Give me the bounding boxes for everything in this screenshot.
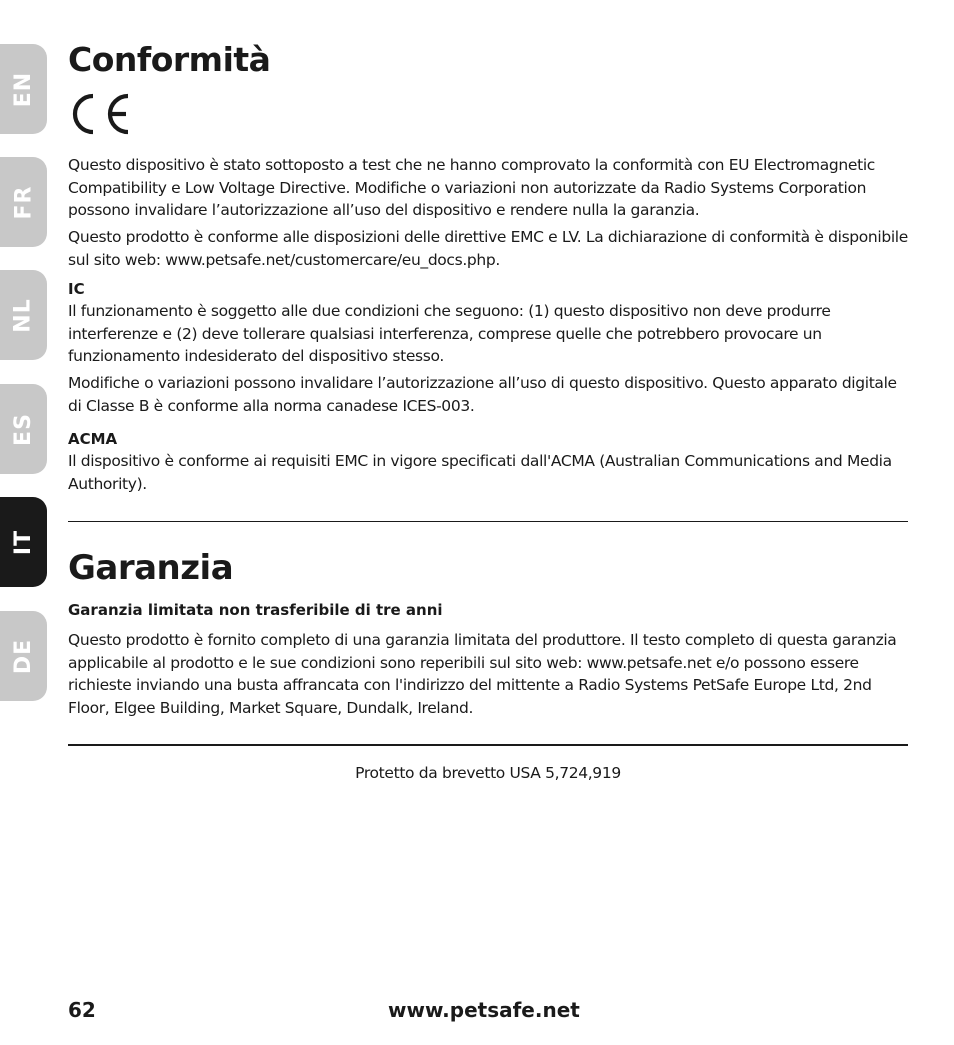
conformity-heading: Conformità	[68, 40, 271, 79]
language-tab-label: ES	[11, 412, 36, 446]
acma-heading: ACMA	[68, 430, 118, 448]
language-tab-en[interactable]	[0, 44, 47, 134]
language-tab-fr[interactable]	[0, 157, 47, 247]
ic-paragraph: Il funzionamento è soggetto alle due condizioni che seguono: (1) questo dispositivo non deve produrre interferenze e (2) deve tollerare qualsiasi interferenza, comprese quelle che potrebbero provocare un funzionamento indesiderato del dispositivo stesso.	[68, 302, 831, 366]
language-tab-label: NL	[11, 297, 36, 333]
ic-heading: IC	[68, 280, 85, 298]
footer-website-link[interactable]: www.petsafe.net	[388, 998, 580, 1022]
acma-paragraph: Il dispositivo è conforme ai requisiti EMC in vigore specificati dall'ACMA (Australian Communications and Media Authority).	[68, 452, 892, 493]
acma-section	[68, 428, 913, 495]
section-divider	[68, 744, 908, 746]
section-divider	[68, 521, 908, 522]
conformity-paragraph: Questo dispositivo è stato sottoposto a test che ne hanno comprovato la conformità con EU Electromagnetic Compatibility e Low Voltage Directive. Modifiche o variazioni non autorizzate da Radio Systems Corporation possono invalidare l’autorizzazione all’uso del dispositivo e rendere nulla la garanzia.	[68, 156, 875, 220]
ic-section	[68, 278, 913, 418]
warranty-subheading: Garanzia limitata non trasferibile di tre anni	[68, 601, 443, 619]
language-tab-nl[interactable]	[0, 270, 47, 360]
patent-note: Protetto da brevetto USA 5,724,919	[355, 764, 621, 782]
warranty-heading: Garanzia	[68, 548, 234, 588]
ic-paragraph: Modifiche o variazioni possono invalidare l’autorizzazione all’uso di questo dispositivo. Questo apparato digitale di Classe B è conforme alla norma canadese ICES-003.	[68, 374, 897, 415]
language-tab-es[interactable]	[0, 384, 47, 474]
language-tab-label: FR	[11, 185, 36, 219]
ce-mark-icon	[68, 92, 132, 136]
page-number: 62	[68, 998, 96, 1022]
language-tab-label: DE	[10, 638, 36, 674]
warranty-section	[68, 599, 913, 720]
language-tab-label: IT	[10, 529, 36, 555]
conformity-paragraph: Questo prodotto è conforme alle disposizioni delle direttive EMC e LV. La dichiarazione di conformità è disponibile sul sito web: www.petsafe.net/customercare/eu_docs.php.	[68, 228, 908, 269]
conformity-body	[68, 154, 913, 272]
language-tab-de[interactable]	[0, 611, 47, 701]
warranty-paragraph: Questo prodotto è fornito completo di una garanzia limitata del produttore. Il testo completo di questa garanzia applicabile al prodotto e le sue condizioni sono reperibili sul sito web: www.petsafe.net e/o possono essere richieste inviando una busta affrancata con l'indirizzo del mittente a Radio Systems PetSafe Europe Ltd, 2nd Floor, Elgee Building, Market Square, Dundalk, Ireland.	[68, 631, 897, 718]
language-tab-it[interactable]	[0, 497, 47, 587]
language-tab-label: EN	[10, 71, 36, 107]
